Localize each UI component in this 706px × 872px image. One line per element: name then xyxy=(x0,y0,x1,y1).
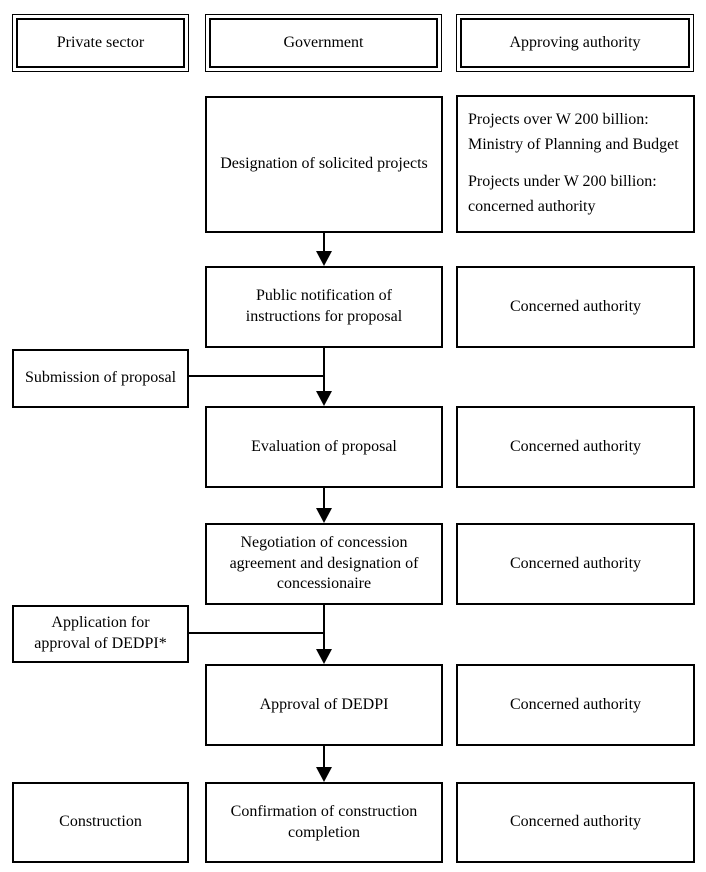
step-approval-of-dedpi: Approval of DEDPI xyxy=(205,664,443,746)
connector-submission-to-flow xyxy=(188,375,324,377)
step-designation-of-solicited-projects: Designation of solicited projects xyxy=(205,96,443,233)
connector-line-1 xyxy=(323,232,325,252)
connector-line-5 xyxy=(323,745,325,768)
authority-approval: Concerned authority xyxy=(456,664,695,746)
arrow-down-icon xyxy=(316,508,332,523)
arrow-down-icon xyxy=(316,767,332,782)
authority-designation xyxy=(456,95,695,233)
private-construction: Construction xyxy=(12,782,189,863)
header-private-sector xyxy=(12,14,189,72)
step-evaluation-of-proposal: Evaluation of proposal xyxy=(205,406,443,488)
connector-line-2 xyxy=(323,347,325,392)
connector-application-to-flow xyxy=(188,632,324,634)
authority-negotiation: Concerned authority xyxy=(456,523,695,605)
step-negotiation-of-concession: Negotiation of concession agreement and designation of concessionaire xyxy=(205,523,443,605)
step-confirmation-of-completion: Confirmation of construction completion xyxy=(205,782,443,863)
authority-confirmation: Concerned authority xyxy=(456,782,695,863)
header-government-label: Government xyxy=(209,18,438,68)
arrow-down-icon xyxy=(316,391,332,406)
connector-line-3 xyxy=(323,487,325,509)
authority-designation-under: Projects under W 200 billion: concerned authority xyxy=(468,173,657,215)
arrow-down-icon xyxy=(316,251,332,266)
header-private-sector-label: Private sector xyxy=(16,18,185,68)
connector-line-4 xyxy=(323,604,325,650)
authority-public-notification: Concerned authority xyxy=(456,266,695,348)
step-public-notification: Public notification of instructions for proposal xyxy=(205,266,443,348)
header-government xyxy=(205,14,442,72)
header-approving-authority-label: Approving authority xyxy=(460,18,690,68)
header-approving-authority xyxy=(456,14,694,72)
authority-evaluation: Concerned authority xyxy=(456,406,695,488)
private-application-for-approval: Application for approval of DEDPI* xyxy=(12,605,189,663)
authority-designation-over: Projects over W 200 billion: Ministry of Planning and Budget xyxy=(468,111,679,154)
arrow-down-icon xyxy=(316,649,332,664)
private-submission-of-proposal: Submission of proposal xyxy=(12,349,189,408)
